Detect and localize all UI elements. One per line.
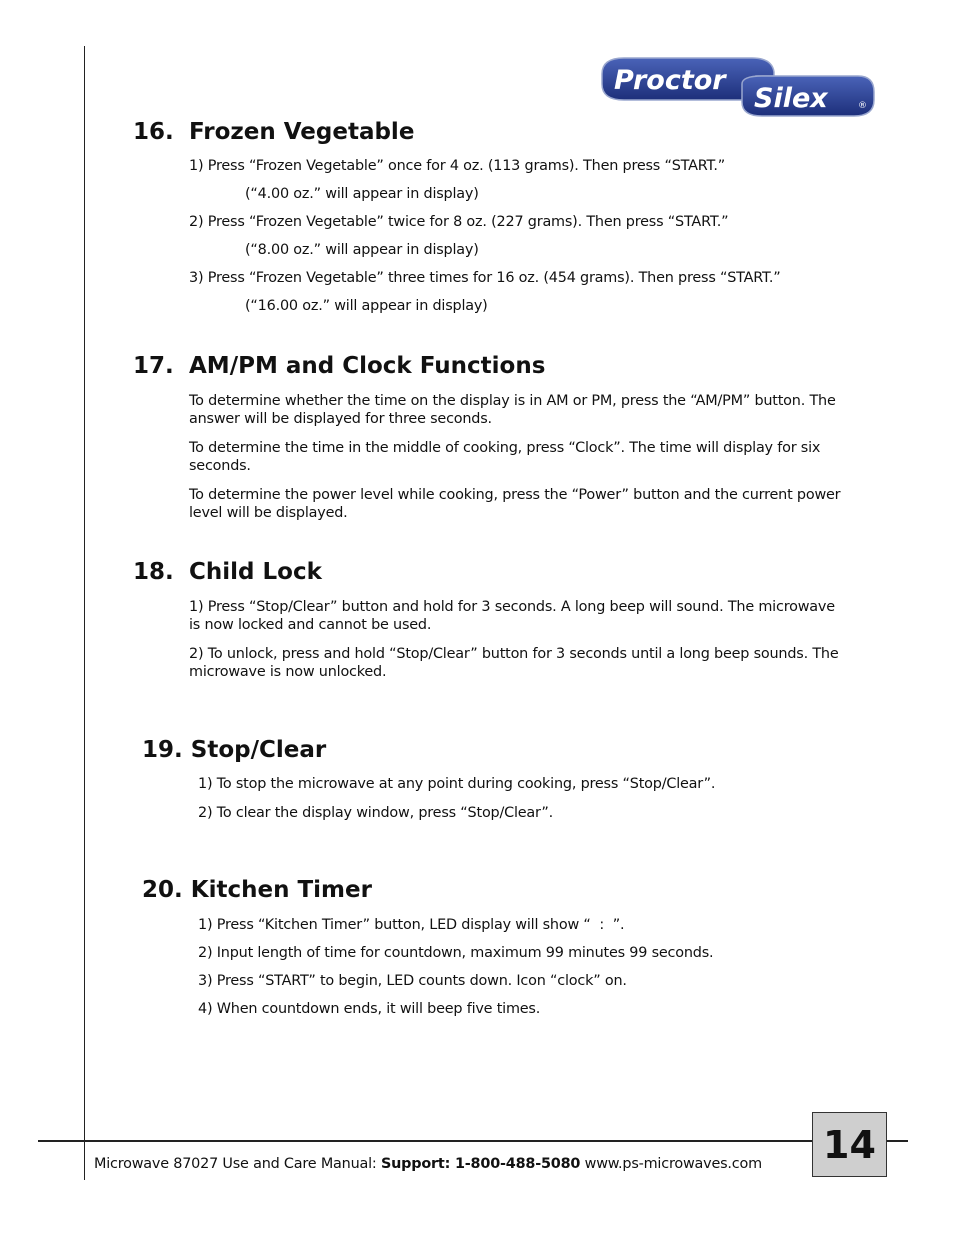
section-17-paragraph-2: To determine the time in the middle of cooking, press “Clock”. The time will display for six seconds. <box>189 440 821 474</box>
svg-text:Proctor: Proctor <box>614 65 726 96</box>
section-17-heading: 17. AM/PM and Clock Functions <box>133 353 546 379</box>
section-16-line-4: (“8.00 oz.” will appear in display) <box>245 242 479 258</box>
section-16-line-3: 2) Press “Frozen Vegetable” twice for 8 oz. (227 grams). Then press “START.” <box>189 214 729 230</box>
section-20-line-4: 4) When countdown ends, it will beep five times. <box>198 1001 541 1017</box>
svg-text:Silex: Silex <box>754 83 828 114</box>
section-18-heading: 18. Child Lock <box>133 559 322 585</box>
section-16-line-6: (“16.00 oz.” will appear in display) <box>245 298 488 314</box>
section-19-heading: 19. Stop/Clear <box>142 737 327 763</box>
section-17-paragraph-3: To determine the power level while cooking, press the “Power” button and the current power level will be displayed. <box>189 487 841 521</box>
section-20-heading: 20. Kitchen Timer <box>142 877 372 903</box>
section-16-line-2: (“4.00 oz.” will appear in display) <box>245 186 479 202</box>
section-18-paragraph-2: 2) To unlock, press and hold “Stop/Clear” button for 3 seconds until a long beep sounds. The microwave is now unlocked. <box>189 646 839 680</box>
page-number: 14 <box>812 1112 887 1177</box>
section-20-line-3: 3) Press “START” to begin, LED counts down. Icon “clock” on. <box>198 973 627 989</box>
svg-text:®: ® <box>858 101 867 111</box>
footer-website-link[interactable]: www.ps-microwaves.com <box>584 1156 762 1172</box>
footer-support-phone: Support: 1-800-488-5080 <box>380 1156 581 1172</box>
footer-manual-title: Microwave 87027 Use and Care Manual: <box>94 1156 377 1172</box>
section-17-paragraph-1: To determine whether the time on the display is in AM or PM, press the “AM/PM” button. The answer will be displayed for three seconds. <box>189 393 836 427</box>
section-19-line-2: 2) To clear the display window, press “Stop/Clear”. <box>198 805 553 821</box>
proctor-silex-logo <box>596 54 876 120</box>
left-margin-rule <box>84 46 85 1180</box>
footer <box>94 1156 762 1172</box>
section-16-heading: 16. Frozen Vegetable <box>133 119 415 145</box>
section-20-line-1: 1) Press “Kitchen Timer” button, LED display will show “ : ”. <box>198 917 625 933</box>
section-18-paragraph-1: 1) Press “Stop/Clear” button and hold for 3 seconds. A long beep will sound. The microwave is now locked and cannot be used. <box>189 599 835 633</box>
section-16-line-1: 1) Press “Frozen Vegetable” once for 4 oz. (113 grams). Then press “START.” <box>189 158 726 174</box>
footer-rule <box>38 1140 908 1142</box>
section-20-line-2: 2) Input length of time for countdown, maximum 99 minutes 99 seconds. <box>198 945 714 961</box>
section-16-line-5: 3) Press “Frozen Vegetable” three times for 16 oz. (454 grams). Then press “START.” <box>189 270 781 286</box>
section-19-line-1: 1) To stop the microwave at any point during cooking, press “Stop/Clear”. <box>198 776 716 792</box>
